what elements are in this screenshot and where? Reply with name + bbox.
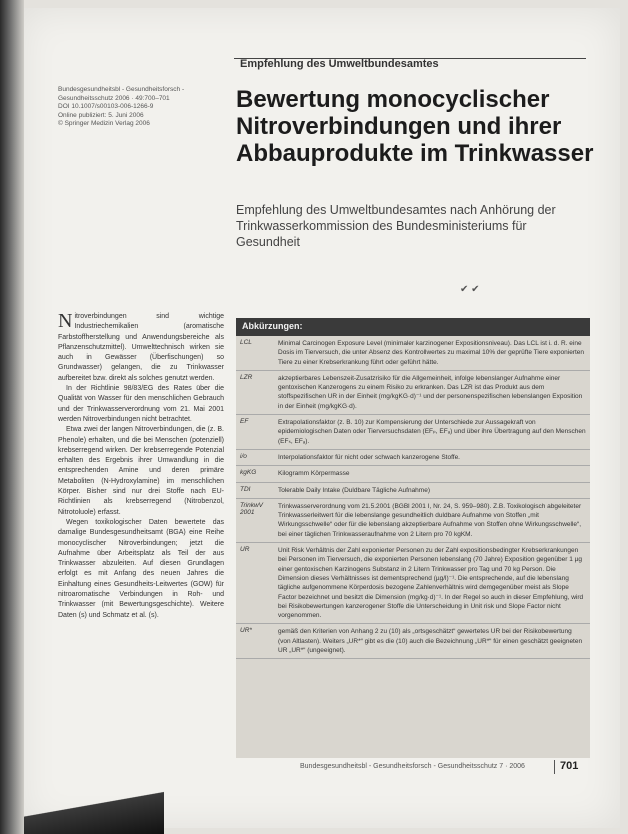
meta-line: Online publiziert: 5. Juni 2006 [58, 111, 144, 119]
abbreviation-desc: Extrapolationsfaktor (z. B. 10) zur Kompensierung der Unterschiede zur Aussagekraft von epidemiologischen Daten oder Tierversuchsdaten (EFₚ, EFₐ) und über ihre Übertragung auf den Menschen (EFₛ, EFₐ). [278, 419, 586, 445]
footer-journal-line: Bundesgesundheitsbl - Gesundheitsforsch - Gesundheitsschutz 7 · 2006 [300, 763, 525, 770]
article-subtitle: Empfehlung des Umweltbundesamtes nach Anhörung der Trinkwasserkommission des Bundesministeriums für Gesundheit [236, 203, 556, 249]
abbreviation-row [236, 466, 590, 482]
body-paragraph: Wegen toxikologischer Daten bewertete das damalige Bundesgesundheitsamt (BGA) eine Reihe monocyclischer Nitroverbindungen; jetzt die Aufnahme über Arbeitsplatz als Teil der aus Trinkwasser abzuleiten. Auf diesen Grundlagen erfolgt es mit Anfang des neuen Jahres die Einhaltung eines Gesundheits-Leitwertes (GOW) für nitroaromatische Verbindungen in Roh- und Trinkwasser (mit Bewertungsgeschichte). Weitere Daten (s) und Schmatz et al. (s). [58, 518, 224, 619]
body-paragraph: Etwa zwei der langen Nitroverbindungen, die (z. B. Phenole) erhalten, und die bei Menschen (potenziell) krebserregend wirken. Der krebserregende Potenzial erhalten des Ergebnis ihrer Umwandlung in die entsprechenden Amine und deren primäre Metaboliten (N-Hydroxylamine) im menschlichen Körper. Bisher sind nur drei Stoffe nach EU-Richtlinien als krebserregend (Nitrobenzol, Nitrotoluole) erfasst. [58, 426, 224, 516]
abbreviation-row [236, 543, 590, 624]
abbreviation-key: LZR [240, 373, 253, 381]
abbreviation-desc: Minimal Carcinogen Exposure Level (minimaler karzinogener Expositionsniveau). Das LCL ist i. d. R. eine Dosis im Tierversuch, die unter Absenz des Kontrollwertes zu maximal 10% der geprüfte Tiere exponierten Tiere zu einer Krebserkrankung führt oder geführt hätte. [278, 340, 585, 366]
abbreviation-key: TrinkwV 2001 [240, 501, 263, 516]
abbreviation-row [236, 415, 590, 450]
abbreviation-key: TDI [240, 485, 251, 493]
body-paragraph: In der Richtlinie 98/83/EG des Rates über die Qualität von Wasser für den menschlichen Gebrauch und der Trinkwasserverordnung vom 21. Mai 2001 werden Nitroverbindungen nicht betrachtet. [58, 385, 224, 423]
abbreviation-key: kgKG [240, 469, 257, 477]
abbreviation-row [236, 336, 590, 371]
abbreviations-heading: Abkürzungen: [236, 318, 590, 336]
page-number: 701 [560, 760, 579, 772]
article-meta [58, 86, 218, 129]
article-title: Bewertung monocyclischer Nitroverbindungen und ihrer Abbauprodukte im Trinkwasser [236, 86, 594, 167]
body-text-column [58, 312, 224, 621]
section-label: Empfehlung des Umweltbundesamtes [240, 58, 439, 70]
meta-line: DOI 10.1007/s00103-006-1266-9 [58, 103, 154, 110]
meta-line: Bundesgesundheitsbl - Gesundheitsforsch - [58, 86, 185, 93]
body-paragraph [58, 312, 224, 384]
abbreviation-desc: Tolerable Daily Intake (Duldbare Tägliche Aufnahme) [278, 486, 430, 494]
meta-line: Gesundheitsschutz 2006 · 49:700–701 [58, 94, 170, 102]
abbreviation-desc: akzeptierbares Lebenszeit-Zusatzrisiko für die Allgemeinheit, infolge lebenslanger Aufnahme einer gentoxischen Kanzerogens zu einem Risiko zu erkranken. Das LZR ist das Produkt aus dem stoffspezifischen UR in der Einheit (mg/kgKG·d)⁻¹ und der personenspezifischen lebenslangen Exposition in der Einheit (mg/kgKG·d). [278, 374, 583, 410]
abbreviation-key: EF [240, 418, 249, 426]
abbreviation-desc: Interpolationsfaktor für nicht oder schwach kanzerogene Stoffe. [278, 453, 460, 461]
abbreviation-row [236, 624, 590, 659]
abbreviation-desc: gemäß den Kriterien von Anhang 2 zu (10) als „ortsgeschätzt“ gewertetes UR bei der Risikobewertung (von Altlasten). Weiters „UR*“ gibt es die (10) auch die Bezeichnung „UR*“ für einen geschätzt geeigneten UR „UR*“ (ungeeignet). [278, 628, 583, 655]
paragraph-text: itroverbindungen sind wichtige Industriechemikalien (aromatische Farbstoffherstellung und Anwendungsbereiche als Pflanzenschutzmittel). Umwelttechnisch wirken sie auch in Gewässer (Überfischungen) so Grundwasser) gelangen, die zu Trinkwasser aufbereitet bzw. direkt als solches genutzt werden. [58, 313, 224, 382]
abbreviation-key: i/o [240, 452, 247, 460]
page-shadow-edge [0, 0, 24, 834]
abbreviation-key: UR* [240, 627, 252, 635]
abbreviation-key: LCL [240, 339, 252, 346]
abbreviation-row [236, 499, 590, 543]
abbreviation-desc: Trinkwasserverordnung vom 21.5.2001 (BGBl 2001 I, Nr. 24, S. 959–980). Z.B. Toxikologisch abgeleiteter Trinkwasserleitwert für die lebenslange gesundheitlich duldbare Aufnahme von Stoffen „mit Wirkungsschwelle“ oder für die lebenslang akzeptierbare Aufnahme von Stoffen ohne Wirkungsschwelle“, bei einer täglichen Trinkwasseraufnahme von 2 Litern pro 70 kgKM. [278, 502, 582, 538]
abbreviations-box [236, 318, 590, 758]
footer-separator [554, 760, 555, 774]
abbreviation-desc: Unit Risk Verhältnis der Zahl exponierter Personen zu der Zahl expositionsbedingter Krebserkrankungen bei Personen im Tierversuch, die exponierten Personen lebenslang (70 Jahre) Exposition gegenüber 1 µg einer gentoxischen Karzinogens Substanz in 2 Litern Trinkwasser pro Tag und 70 kg Person. Die Dimension dieses Verhältnisses ist dementsprechend (µg/l)⁻¹. Die entsprechende, auf die lebenslang tägliche aufgenommene Körperdosis bezogene Zahlenverhältnis wird demgegenüber meist als Slope Factor bezeichnet und besitzt die Dimension (mg/kg·d)⁻¹. In der Regel so auch in dieser Empfehlung, wird bei Risikobewertungen kanzerogener Stoffe die Unterscheidung in Unit risk und Slope Factor nicht vorgenommen. [278, 547, 584, 620]
abbreviation-row [236, 450, 590, 466]
abbreviation-key: UR [240, 546, 250, 554]
meta-line: © Springer Medizin Verlag 2006 [58, 120, 150, 127]
drop-cap: N [58, 310, 73, 332]
pen-marks: ✔ ✔ [460, 284, 480, 295]
abbreviation-row [236, 371, 590, 415]
abbreviation-row [236, 483, 590, 499]
page-fold-corner [24, 788, 164, 834]
abbreviation-desc: Kilogramm Körpermasse [278, 470, 350, 478]
